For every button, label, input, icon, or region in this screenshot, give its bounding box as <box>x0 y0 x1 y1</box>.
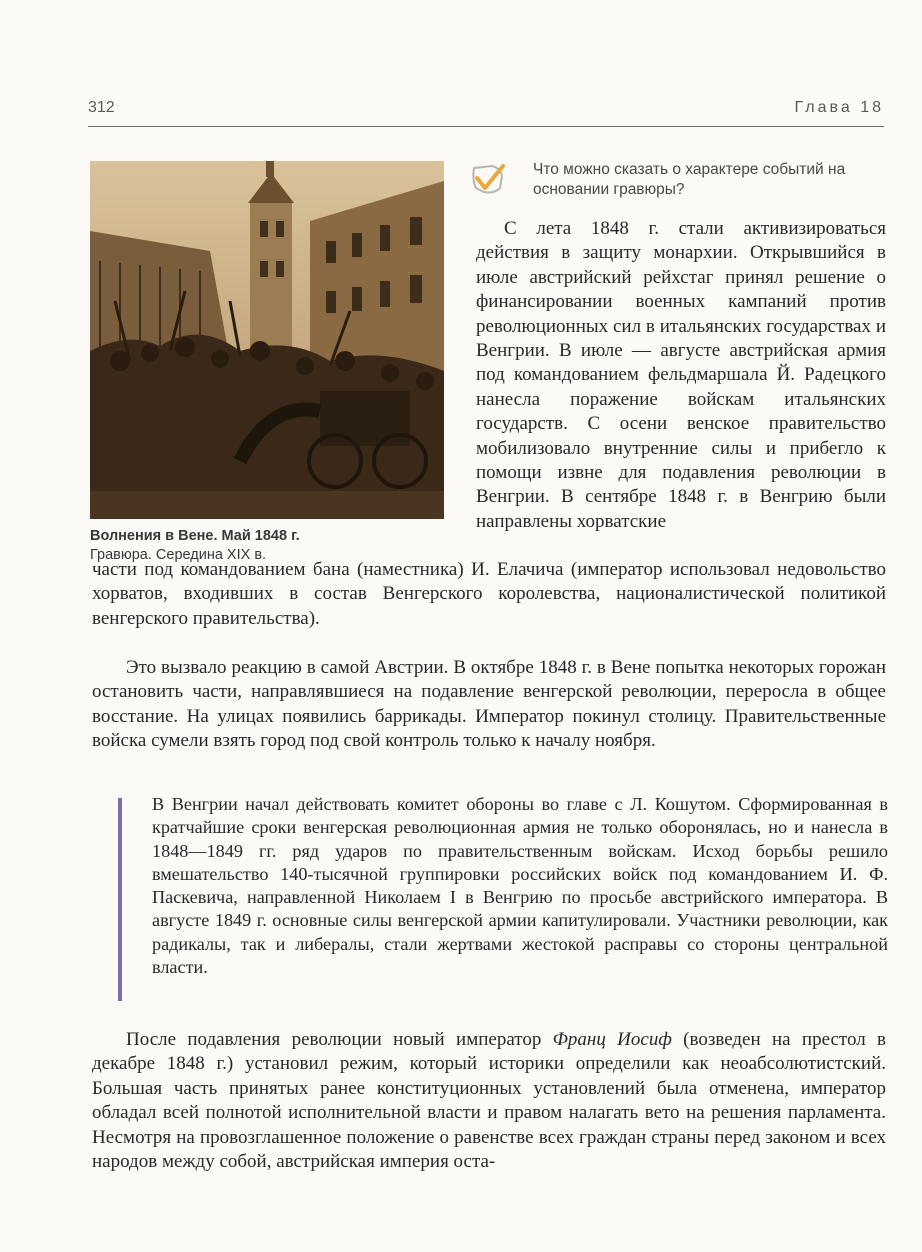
page-header <box>88 96 884 127</box>
paragraph-1-start: С лета 1848 г. стали активизироваться действия в защиту монархии. Открывшийся в июле австрийский рейхстаг принял решение о финансировании военных кампаний против революционных сил в итальянских государствах и Венгрии. В июле — августе австрийская армия под командованием фельдмаршала Й. Радецкого нанесла поражение войскам итальянских государств. С осени венское правительство мобилизовало внутренние силы и прибегло к помощи извне для подавления революции в Венгрии. В сентябре 1848 г. в Венгрию были направлены хорватские <box>476 218 886 532</box>
emperor-name: Франц Иосиф <box>552 1029 672 1050</box>
insert-accent-bar <box>118 798 122 1001</box>
insert-text: В Венгрии начал действовать комитет обороны во главе с Л. Кошутом. Сформированная в кратчайшие сроки венгерская революционная армия не только оборонялась, но и нанесла в 1848—1849 гг. ряд ударов по правительственным войскам. Исход борьбы решило вмешательство 140-тысячной группировки российских войск под командованием И. Ф. Паскевича, направленной Николаем I в Венгрию по просьбе австрийского императора. В августе 1849 г. основные силы венгерской армии капитулировали. Участники революции, как радикалы, так и либералы, стали жертвами жестокой расправы со стороны центральной власти. <box>152 794 888 978</box>
page-number: 312 <box>88 99 115 116</box>
checkmark-badge-icon <box>470 162 506 196</box>
insert-block <box>118 794 888 1003</box>
paragraph-3-after: (возведен на престол в декабре 1848 г.) установил режим, который историки определили как неоабсолютистский. Большая часть принятых ранее конституционных установлений была отменена, император обладал всей полнотой исполнительной власти и правом налагать вето на решения парламента. Несмотря на провозглашенное положение о равенстве всех граждан страны перед законом и всех народов между собой, австрийская империя оста- <box>92 1029 886 1173</box>
engraving-image <box>90 161 444 519</box>
caption-subtitle: Гравюра. Середина XIX в. <box>90 547 267 563</box>
paragraph-2: Это вызвало реакцию в самой Австрии. В октябре 1848 г. в Вене попытка некоторых горожан остановить части, направлявшиеся на подавление венгерской революции, переросла в общее восстание. На улицах появились баррикады. Император покинул столицу. Правительственные войска сумели взять город под свой контроль только к началу ноября. <box>92 657 886 752</box>
paragraph-3 <box>92 1028 886 1174</box>
paragraph-1-end: части под командованием бана (наместника) И. Елачича (император использовал недовольство хорватов, входивших в состав Венгерского королевства, националистической политикой венгерского правительства). <box>92 559 886 629</box>
caption-title: Волнения в Вене. Май 1848 г. <box>90 528 300 544</box>
chapter-title: Глава 18 <box>794 99 884 116</box>
question-text: Что можно сказать о характере событий на основании гравюры? <box>533 161 846 198</box>
paragraph-3-before: После подавления революции новый император <box>126 1029 553 1050</box>
